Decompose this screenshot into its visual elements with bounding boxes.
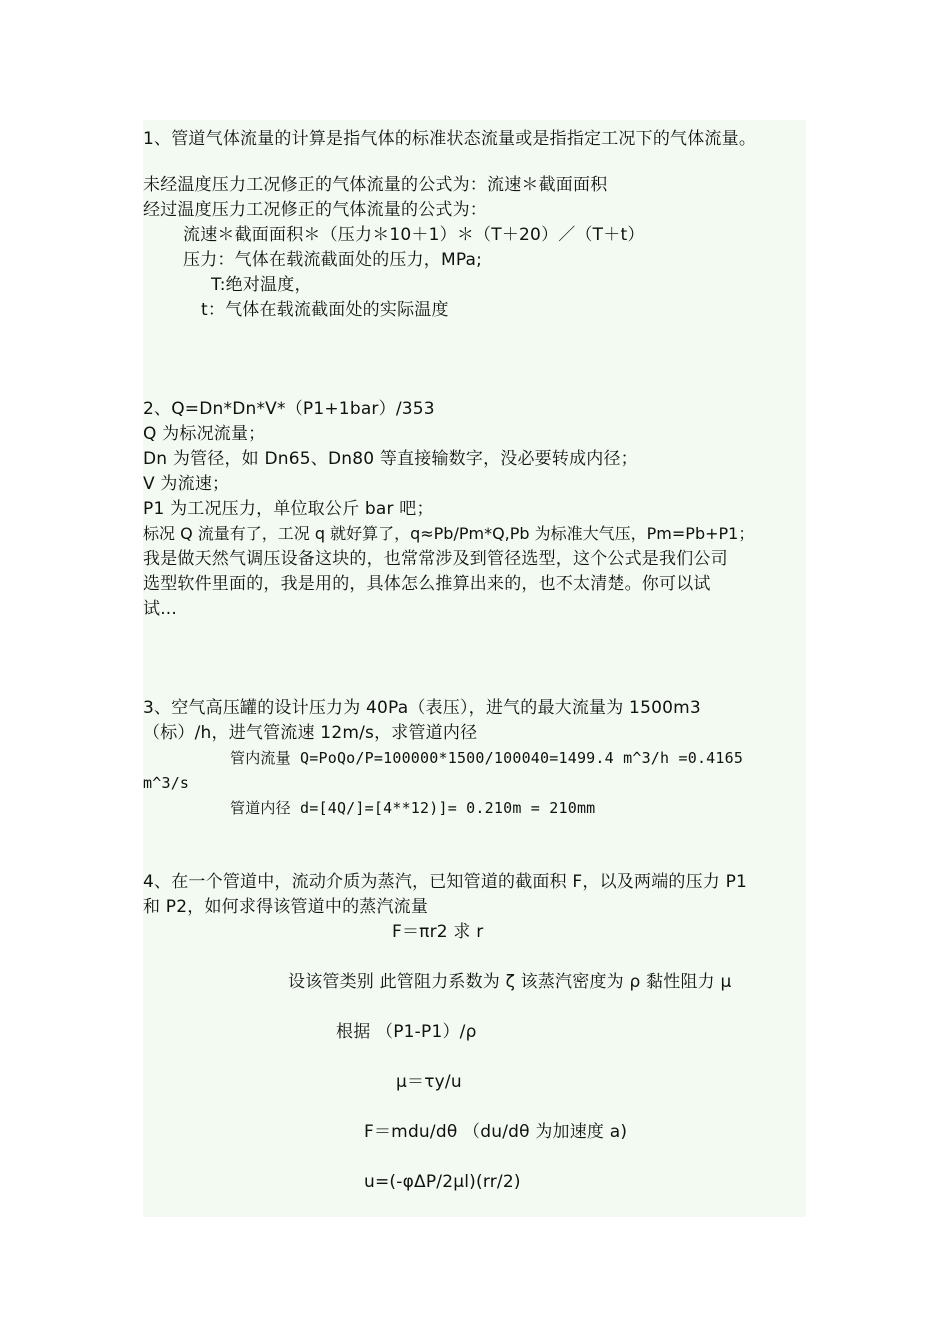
section-1-heading: 1、管道气体流量的计算是指气体的标准状态流量或是指指定工况下的气体流量。	[143, 129, 757, 149]
section-3-heading: 3、空气高压罐的设计压力为 40Pa（表压），进气的最大流量为 1500m3	[143, 698, 701, 718]
section-4-heading: 4、在一个管道中，流动介质为蒸汽，已知管道的截面积 F，以及两端的压力 P1	[143, 872, 748, 892]
section-1-definition: T:绝对温度，	[211, 275, 312, 295]
section-4-equation: 设该管类别 此管阻力系数为 ζ 该蒸汽密度为 ρ 黏性阻力 μ	[288, 972, 732, 992]
section-2-line: P1 为工况压力，单位取公斤 bar 吧；	[143, 499, 434, 519]
section-1-line: 经过温度压力工况修正的气体流量的公式为：	[143, 200, 487, 220]
section-2-line: Dn 为管径，如 Dn65、Dn80 等直接输数字，没必要转成内径；	[143, 449, 638, 469]
section-2-line: 标况 Q 流量有了，工况 q 就好算了，q≈Pb/Pm*Q,Pb 为标准大气压，Pm=Pb+P1；	[143, 524, 755, 543]
section-1-line: 未经温度压力工况修正的气体流量的公式为：流速＊截面面积	[143, 175, 608, 195]
section-4-equation: F＝πr2 求 r	[392, 922, 484, 942]
section-2-line: Q 为标况流量；	[143, 424, 266, 444]
section-2-heading: 2、Q=Dn*Dn*V*（P1+1bar）/353	[143, 399, 435, 419]
section-4-line: 和 P2，如何求得该管道中的蒸汽流量	[143, 897, 429, 917]
section-1-formula: 流速＊截面面积＊（压力＊10＋1）＊（T＋20）／（T＋t）	[183, 225, 645, 245]
section-4-equation: 根据 （P1-P1）/ρ	[336, 1022, 477, 1042]
section-4-equation: F＝mdu/dθ （du/dθ 为加速度 a)	[364, 1122, 628, 1142]
section-2-line: 我是做天然气调压设备这块的，也常常涉及到管径选型，这个公式是我们公司	[143, 549, 728, 569]
section-2-line: V 为流速；	[143, 474, 230, 494]
section-1-definition: t：气体在载流截面处的实际温度	[201, 300, 449, 320]
section-4-equation: u=(-φΔP/2μl)(rr/2)	[364, 1172, 521, 1192]
section-1-definition: 压力：气体在载流截面处的压力，MPa;	[183, 250, 483, 270]
section-2-line: 选型软件里面的，我是用的，具体怎么推算出来的，也不太清楚。你可以试	[143, 574, 711, 594]
section-2-line: 试...	[143, 599, 178, 619]
section-3-line: m^3/s	[143, 774, 190, 792]
section-3-line: 管道内径 d=[4Q/]=[4**12)]= 0.210m = 210mm	[230, 799, 596, 817]
section-4-equation: μ＝τy/u	[396, 1072, 462, 1092]
section-3-line: （标）/h，进气管流速 12m/s，求管道内径	[143, 723, 478, 743]
section-3-line: 管内流量 Q=PoQo/P=100000*1500/100040=1499.4 m^3/h =0.4165	[230, 749, 744, 767]
